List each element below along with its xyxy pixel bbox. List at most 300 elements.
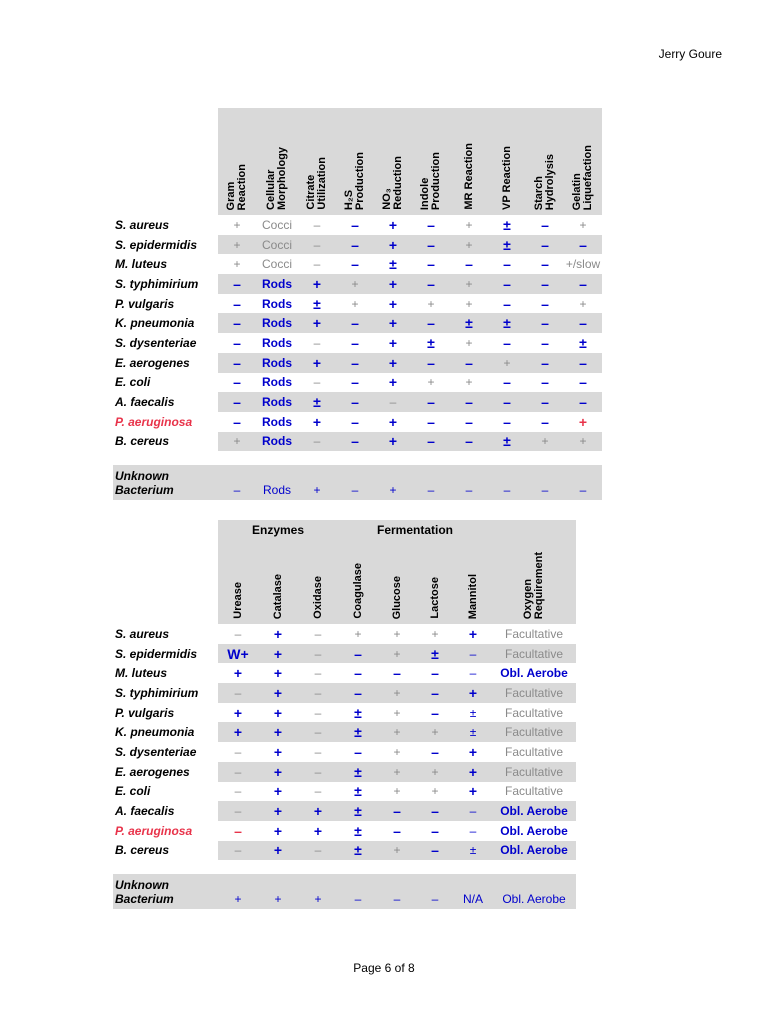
organism-name: E. coli <box>115 375 151 390</box>
unknown-result-cell: – <box>526 465 564 500</box>
unknown-result-cell: Obl. Aerobe <box>492 874 576 909</box>
result-cell: Cocci <box>261 217 292 232</box>
result-cell: – <box>412 313 450 333</box>
result-cell: Facultative <box>492 683 576 703</box>
result-cell: – <box>351 413 359 430</box>
organism-name: S. aureus <box>115 626 170 641</box>
col-header: Urease <box>218 540 258 624</box>
author-name: Jerry Goure <box>658 47 722 61</box>
corner-cell <box>113 108 218 215</box>
result-cell: ± <box>579 334 587 351</box>
result-cell: – <box>564 353 602 373</box>
result-cell: Obl. Aerobe <box>500 823 568 838</box>
unknown-result-cell: – <box>450 465 488 500</box>
corner-cell <box>113 520 218 540</box>
result-cell: ± <box>338 722 378 742</box>
result-cell: – <box>234 784 242 799</box>
result-cell: + <box>354 626 362 641</box>
result-cell: – <box>541 374 549 391</box>
result-cell: – <box>313 257 321 272</box>
result-cell: + <box>298 353 336 373</box>
result-cell: – <box>526 313 564 333</box>
group-fermentation: Fermentation <box>338 520 492 540</box>
result-cell: + <box>273 665 283 682</box>
result-cell: Facultative <box>505 744 564 759</box>
result-cell: – <box>314 666 322 681</box>
result-cell: Rods <box>256 392 298 412</box>
result-cell: + <box>273 625 283 642</box>
result-cell: – <box>427 216 435 233</box>
result-cell: – <box>351 374 359 391</box>
unknown-result-cell: – <box>218 465 256 500</box>
result-cell: – <box>298 235 336 255</box>
col-header: Mannitol <box>454 540 492 624</box>
result-cell: – <box>431 822 439 839</box>
result-cell: Facultative <box>492 762 576 782</box>
result-cell: ± <box>389 256 397 273</box>
result-cell: + <box>416 722 454 742</box>
col-header: NO₃ Reduction <box>374 108 412 215</box>
result-cell: + <box>393 784 401 799</box>
col-header: MR Reaction <box>450 108 488 215</box>
col-header: Starch Hydrolysis <box>526 108 564 215</box>
result-cell: + <box>388 334 398 351</box>
table-row <box>113 235 602 255</box>
table-row <box>113 215 602 235</box>
result-cell: – <box>503 295 511 312</box>
result-cell: Rods <box>262 296 292 311</box>
table-row <box>113 722 576 742</box>
result-cell: + <box>378 683 416 703</box>
result-cell: + <box>465 217 473 232</box>
result-cell: + <box>468 783 478 800</box>
organism-name: A. faecalis <box>115 804 175 819</box>
result-cell: – <box>313 375 321 390</box>
result-cell: ± <box>298 392 336 412</box>
unknown-label: Unknown Bacterium <box>113 465 218 500</box>
table-row <box>113 392 602 412</box>
organism-name: M. luteus <box>115 257 168 272</box>
result-cell: Rods <box>262 335 292 350</box>
result-cell: + <box>465 335 473 350</box>
table-row <box>113 644 576 664</box>
result-cell: – <box>503 334 511 351</box>
col-header: H₂S Production <box>336 108 374 215</box>
unknown-result-cell: + <box>298 465 336 500</box>
result-cell: – <box>336 353 374 373</box>
organism-name: K. pneumonia <box>115 316 195 331</box>
col-header: Citrate Utilization <box>298 108 336 215</box>
col-header: Glucose <box>378 540 416 624</box>
table-row <box>113 353 602 373</box>
result-cell: ± <box>313 295 321 312</box>
result-cell: + <box>488 353 526 373</box>
result-cell: – <box>218 801 258 821</box>
unknown-result-cell: + <box>258 874 298 909</box>
table-row <box>113 821 576 841</box>
result-cell: + <box>273 822 283 839</box>
result-cell: – <box>416 683 454 703</box>
table-row <box>113 663 576 683</box>
result-cell: – <box>431 743 439 760</box>
result-cell: – <box>218 274 256 294</box>
result-cell: Rods <box>256 274 298 294</box>
result-cell: – <box>298 762 338 782</box>
page-number: Page 6 of 8 <box>353 961 415 975</box>
result-cell: – <box>298 722 338 742</box>
result-cell: – <box>564 235 602 255</box>
result-cell: ± <box>454 722 492 742</box>
result-cell: + <box>258 801 298 821</box>
result-cell: – <box>218 762 258 782</box>
result-cell: + <box>431 784 439 799</box>
col-header: Lactose <box>416 540 454 624</box>
table-row <box>113 624 576 644</box>
result-cell: – <box>233 295 241 312</box>
unknown-result-cell: – <box>564 465 602 500</box>
result-cell: – <box>336 235 374 255</box>
unknown-result-cell: – <box>336 465 374 500</box>
result-cell: – <box>469 823 477 838</box>
spacer-row <box>113 451 602 465</box>
result-cell: + <box>454 762 492 782</box>
result-cell: – <box>314 626 322 641</box>
unknown-result-cell: – <box>338 874 378 909</box>
result-cell: Cocci <box>256 235 298 255</box>
result-cell: – <box>412 235 450 255</box>
organism-name: E. aerogenes <box>115 355 190 370</box>
result-cell: – <box>313 217 321 232</box>
result-cell: + <box>258 841 298 861</box>
result-cell: ± <box>354 783 362 800</box>
result-cell: Rods <box>256 432 298 452</box>
result-cell: – <box>351 256 359 273</box>
corner-cell <box>113 540 218 624</box>
col-header: VP Reaction <box>488 108 526 215</box>
result-cell: ± <box>416 644 454 664</box>
result-cell: Rods <box>262 375 292 390</box>
result-cell: + <box>312 413 322 430</box>
result-cell: + <box>218 432 256 452</box>
result-cell: – <box>469 666 477 681</box>
result-cell: – <box>412 274 450 294</box>
result-cell: + <box>450 274 488 294</box>
result-cell: – <box>298 644 338 664</box>
organism-name: S. typhimirium <box>115 685 199 700</box>
result-cell: – <box>378 801 416 821</box>
result-cell: – <box>564 313 602 333</box>
result-cell: – <box>450 353 488 373</box>
result-cell: + <box>465 375 473 390</box>
result-cell: ± <box>488 235 526 255</box>
result-cell: – <box>336 313 374 333</box>
organism-name: P. vulgaris <box>115 296 175 311</box>
result-cell: – <box>465 256 473 273</box>
table-row <box>113 683 576 703</box>
result-cell: ± <box>488 432 526 452</box>
result-cell: – <box>564 274 602 294</box>
spacer-row <box>113 860 576 874</box>
result-cell: + <box>468 743 478 760</box>
result-cell: + <box>427 375 435 390</box>
organism-name: B. cereus <box>115 843 170 858</box>
table-row <box>113 254 602 274</box>
result-cell: Cocci <box>261 257 292 272</box>
unknown-result-cell: – <box>488 465 526 500</box>
result-cell: + <box>465 296 473 311</box>
result-cell: ± <box>338 801 378 821</box>
unknown-result-cell: – <box>412 465 450 500</box>
result-cell: + <box>374 353 412 373</box>
table-row <box>113 782 576 802</box>
table-row <box>113 333 602 353</box>
result-cell: – <box>298 432 336 452</box>
unknown-result-cell: + <box>298 874 338 909</box>
result-cell: Facultative <box>505 626 564 641</box>
result-cell: + <box>351 296 359 311</box>
unknown-result-cell: – <box>378 874 416 909</box>
result-cell: + <box>579 217 587 232</box>
result-cell: – <box>393 822 401 839</box>
result-cell: + <box>374 432 412 452</box>
result-cell: Obl. Aerobe <box>500 666 568 681</box>
result-cell: ± <box>454 841 492 861</box>
result-cell: – <box>374 392 412 412</box>
result-cell: + <box>578 413 588 430</box>
unknown-result-cell: N/A <box>454 874 492 909</box>
result-cell: – <box>526 353 564 373</box>
result-cell: – <box>427 413 435 430</box>
result-cell: W+ <box>218 644 258 664</box>
result-cell: + <box>388 295 398 312</box>
result-cell: + <box>393 705 401 720</box>
col-header: Cellular Morphology <box>256 108 298 215</box>
col-header: Gram Reaction <box>218 108 256 215</box>
result-cell: – <box>431 704 439 721</box>
organism-name: B. cereus <box>115 434 170 449</box>
table-row <box>113 373 602 393</box>
result-cell: – <box>503 374 511 391</box>
result-cell: + <box>526 432 564 452</box>
result-cell: Rods <box>256 313 298 333</box>
organism-name: K. pneumonia <box>115 725 195 740</box>
result-cell: – <box>218 841 258 861</box>
result-cell: – <box>541 334 549 351</box>
result-cell: + <box>378 644 416 664</box>
group-empty <box>492 520 576 540</box>
col-header: Oxygen Requirement <box>492 540 576 624</box>
organism-name: S. epidermidis <box>115 646 198 661</box>
result-cell: +/slow <box>565 257 601 272</box>
result-cell: + <box>378 722 416 742</box>
result-cell: – <box>351 334 359 351</box>
col-header: Coagulase <box>338 540 378 624</box>
result-cell: + <box>468 625 478 642</box>
result-cell: – <box>298 683 338 703</box>
result-cell: – <box>351 216 359 233</box>
result-cell: + <box>313 822 323 839</box>
result-cell: + <box>564 432 602 452</box>
result-cell: + <box>431 626 439 641</box>
result-cell: – <box>233 413 241 430</box>
result-cell: + <box>258 762 298 782</box>
result-cell: + <box>233 257 241 272</box>
result-cell: ± <box>338 762 378 782</box>
result-cell: – <box>336 392 374 412</box>
result-cell: + <box>336 274 374 294</box>
result-cell: – <box>314 705 322 720</box>
result-cell: ± <box>338 841 378 861</box>
result-cell: – <box>218 353 256 373</box>
table-row <box>113 841 576 861</box>
table-row <box>113 742 576 762</box>
result-cell: – <box>488 274 526 294</box>
result-cell: – <box>338 683 378 703</box>
result-cell: + <box>273 783 283 800</box>
result-cell: – <box>298 841 338 861</box>
table-row <box>113 294 602 314</box>
table-row <box>113 313 602 333</box>
result-cell: ± <box>354 704 362 721</box>
result-cell: – <box>541 295 549 312</box>
result-cell: – <box>503 256 511 273</box>
result-cell: ± <box>469 705 477 720</box>
table-row <box>113 801 576 821</box>
result-cell: – <box>416 841 454 861</box>
result-cell: – <box>454 801 492 821</box>
result-cell: – <box>314 744 322 759</box>
result-cell: Rods <box>262 414 292 429</box>
col-header: Gelatin Liquefaction <box>564 108 602 215</box>
table-row <box>113 432 602 452</box>
result-cell: ± <box>427 334 435 351</box>
result-cell: + <box>273 704 283 721</box>
organism-name: S. typhimirium <box>115 276 199 291</box>
result-cell: + <box>298 313 336 333</box>
result-cell: – <box>450 432 488 452</box>
result-cell: – <box>354 665 362 682</box>
result-cell: – <box>526 274 564 294</box>
result-cell: + <box>218 235 256 255</box>
organism-name: S. dysenteriae <box>115 335 197 350</box>
result-cell: – <box>488 392 526 412</box>
organism-name: P. vulgaris <box>115 705 175 720</box>
result-cell: + <box>258 722 298 742</box>
result-cell: – <box>234 744 242 759</box>
result-cell: + <box>454 683 492 703</box>
result-cell: + <box>450 235 488 255</box>
result-cell: – <box>233 334 241 351</box>
result-cell: – <box>541 413 549 430</box>
result-cell: + <box>298 274 336 294</box>
organism-name: P. aeruginosa <box>115 823 193 838</box>
result-cell: – <box>427 256 435 273</box>
result-cell: Facultative <box>505 784 564 799</box>
result-cell: ± <box>503 216 511 233</box>
organism-name: S. aureus <box>115 217 170 232</box>
result-cell: Obl. Aerobe <box>492 841 576 861</box>
result-cell: – <box>218 683 258 703</box>
result-cell: + <box>579 296 587 311</box>
result-cell: + <box>258 644 298 664</box>
result-cell: – <box>454 644 492 664</box>
biochemical-tests-table <box>113 108 602 500</box>
organism-name: M. luteus <box>115 666 168 681</box>
result-cell: + <box>218 722 258 742</box>
result-cell: ± <box>354 822 362 839</box>
result-cell: + <box>374 274 412 294</box>
col-header: Oxidase <box>298 540 338 624</box>
organism-name: A. faecalis <box>115 395 175 410</box>
result-cell: – <box>412 432 450 452</box>
result-cell: – <box>354 743 362 760</box>
result-cell: + <box>258 683 298 703</box>
result-cell: ± <box>488 313 526 333</box>
result-cell: – <box>234 626 242 641</box>
result-cell: ± <box>450 313 488 333</box>
result-cell: + <box>393 744 401 759</box>
enzymes-fermentation-table <box>113 520 576 909</box>
result-cell: – <box>393 665 401 682</box>
organism-name: S. epidermidis <box>115 237 198 252</box>
result-cell: – <box>218 313 256 333</box>
col-header: Indole Production <box>412 108 450 215</box>
result-cell: – <box>541 216 549 233</box>
col-header: Catalase <box>258 540 298 624</box>
result-cell: – <box>313 335 321 350</box>
table-row <box>113 703 576 723</box>
unknown-row <box>113 465 602 500</box>
result-cell: + <box>388 413 398 430</box>
result-cell: – <box>218 392 256 412</box>
table-row <box>113 274 602 294</box>
result-cell: – <box>416 801 454 821</box>
result-cell: – <box>564 392 602 412</box>
result-cell: – <box>412 392 450 412</box>
organism-name: S. dysenteriae <box>115 744 197 759</box>
result-cell: – <box>431 665 439 682</box>
result-cell: + <box>273 743 283 760</box>
unknown-row <box>113 874 576 909</box>
result-cell: – <box>579 374 587 391</box>
table-row <box>113 762 576 782</box>
result-cell: + <box>378 762 416 782</box>
result-cell: Rods <box>256 353 298 373</box>
result-cell: – <box>526 392 564 412</box>
unknown-result-cell: + <box>374 465 412 500</box>
result-cell: + <box>233 704 243 721</box>
organism-name: E. coli <box>115 784 151 799</box>
result-cell: + <box>233 665 243 682</box>
result-cell: Facultative <box>492 722 576 742</box>
result-cell: – <box>314 784 322 799</box>
unknown-result-cell: – <box>416 874 454 909</box>
result-cell: + <box>393 626 401 641</box>
result-cell: – <box>450 392 488 412</box>
table-row <box>113 412 602 432</box>
result-cell: + <box>374 235 412 255</box>
result-cell: – <box>541 256 549 273</box>
unknown-result-cell: + <box>218 874 258 909</box>
result-cell: – <box>412 353 450 373</box>
result-cell: + <box>388 216 398 233</box>
result-cell: Obl. Aerobe <box>492 801 576 821</box>
organism-name: E. aerogenes <box>115 764 190 779</box>
result-cell: + <box>416 762 454 782</box>
result-cell: + <box>374 313 412 333</box>
result-cell: – <box>234 822 242 839</box>
result-cell: – <box>503 413 511 430</box>
